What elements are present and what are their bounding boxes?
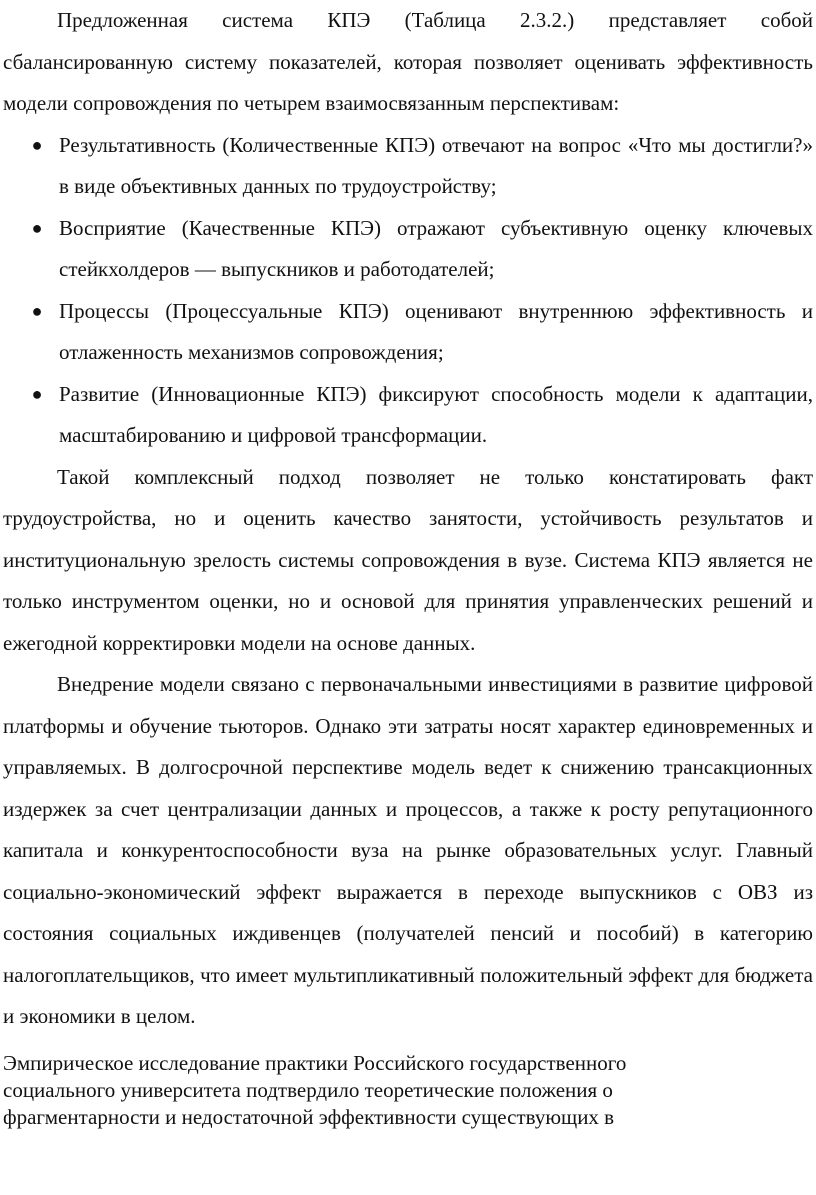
paragraph-line: Эмпирическое исследование практики Российского государственного bbox=[3, 1050, 627, 1075]
bullet-icon: ● bbox=[31, 383, 43, 404]
paragraph-line: социального университета подтвердило теоретические положения о bbox=[3, 1077, 613, 1102]
document-page bbox=[3, 0, 813, 1131]
bullet-icon: ● bbox=[31, 134, 43, 155]
paragraph-implementation: Внедрение модели связано с первоначальными инвестициями в развитие цифровой платформы и обучение тьюторов. Однако эти затраты носят характер единовременных и управляемых. В долгосрочной перспективе модель ведет к снижению трансакционных издержек за счет централизации данных и процессов, а также к росту репутационного капитала и конкурентоспособности вуза на рынке образовательных услуг. Главный социально-экономический эффект выражается в переходе выпускников с ОВЗ из состояния социальных иждивенцев (получателей пенсий и пособий) в категорию налогоплательщиков, что имеет мультипликативный положительный эффект для бюджета и экономики в целом. bbox=[3, 672, 813, 1028]
list-item bbox=[3, 208, 813, 291]
paragraph-empirical bbox=[3, 1050, 813, 1131]
bullet-icon: ● bbox=[31, 300, 43, 321]
list-item bbox=[3, 125, 813, 208]
list-item-text: Процессы (Процессуальные КПЭ) оценивают внутреннюю эффективность и отлаженность механизмов сопровождения; bbox=[59, 298, 813, 364]
list-item-text: Восприятие (Качественные КПЭ) отражают субъективную оценку ключевых стейкхолдеров — выпускников и работодателей; bbox=[59, 215, 813, 281]
list-item bbox=[3, 374, 813, 457]
paragraph-intro: Предложенная система КПЭ (Таблица 2.3.2.) представляет собой сбалансированную систему показателей, которая позволяет оценивать эффективность модели сопровождения по четырем взаимосвязанным перспективам: bbox=[3, 8, 813, 115]
bullet-icon: ● bbox=[31, 217, 43, 238]
list-item-text: Результативность (Количественные КПЭ) отвечают на вопрос «Что мы достигли?» в виде объективных данных по трудоустройству; bbox=[59, 132, 813, 198]
list-item-text: Развитие (Инновационные КПЭ) фиксируют способность модели к адаптации, масштабированию и цифровой трансформации. bbox=[59, 381, 813, 447]
paragraph-line: фрагментарности и недостаточной эффективности существующих в bbox=[3, 1104, 615, 1129]
list-item bbox=[3, 291, 813, 374]
kpi-perspectives-list bbox=[3, 125, 813, 457]
paragraph-approach: Такой комплексный подход позволяет не только констатировать факт трудоустройства, но и оценить качество занятости, устойчивость результатов и институциональную зрелость системы сопровождения в вузе. Система КПЭ является не только инструментом оценки, но и основой для принятия управленческих решений и ежегодной корректировки модели на основе данных. bbox=[3, 464, 813, 655]
